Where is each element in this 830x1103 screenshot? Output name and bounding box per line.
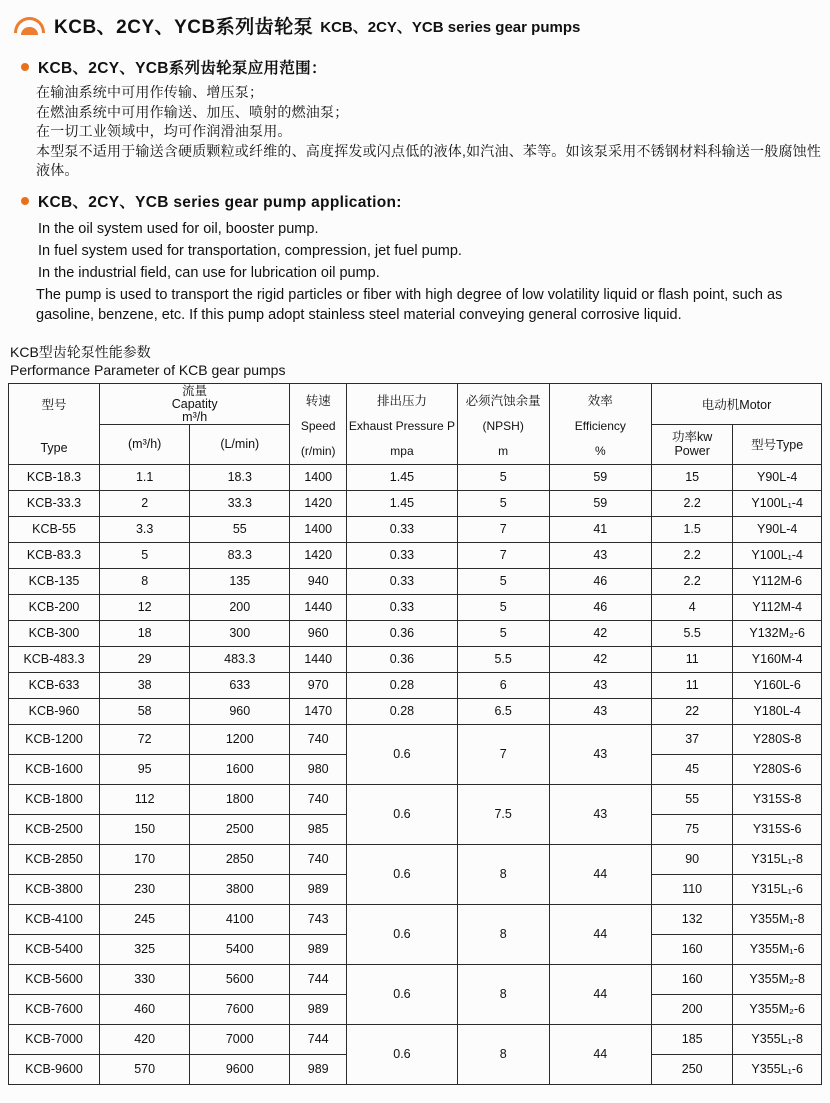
table-cell: 5 (457, 568, 549, 594)
table-cell: 989 (290, 874, 347, 904)
table-cell: Y355M₁-8 (733, 904, 822, 934)
col-header-speed-en: Speed (300, 419, 336, 433)
table-cell: 2.2 (652, 568, 733, 594)
table-cell: 5400 (190, 934, 290, 964)
table-cell: Y90L-4 (733, 516, 822, 542)
table-cell: 90 (652, 844, 733, 874)
table-cell: 170 (100, 844, 190, 874)
table-cell: 0.28 (347, 672, 458, 698)
table-cell: 0.6 (347, 724, 458, 784)
table-cell: 200 (190, 594, 290, 620)
table-cell: Y112M-6 (733, 568, 822, 594)
bullet-icon (21, 197, 29, 205)
table-title-zh: KCB型齿轮泵性能参数 (10, 343, 151, 360)
table-row (9, 620, 822, 646)
table-cell: 1400 (290, 516, 347, 542)
table-cell: 8 (100, 568, 190, 594)
table-cell: 0.6 (347, 784, 458, 844)
table-cell: KCB-9600 (9, 1054, 100, 1084)
col-header-efficiency-unit: % (594, 443, 606, 458)
table-cell: 42 (549, 620, 651, 646)
table-cell: 43 (549, 784, 651, 844)
table-cell: 160 (652, 934, 733, 964)
doc-title-row (8, 12, 822, 39)
table-cell: 110 (652, 874, 733, 904)
table-cell: 8 (457, 964, 549, 1024)
table-cell: 45 (652, 754, 733, 784)
table-cell: Y90L-4 (733, 464, 822, 490)
table-cell: Y280S-6 (733, 754, 822, 784)
table-row (9, 844, 822, 874)
table-cell: KCB-1600 (9, 754, 100, 784)
table-cell: 11 (652, 646, 733, 672)
col-header-npsh (457, 383, 549, 464)
table-cell: KCB-5400 (9, 934, 100, 964)
col-header-capacity-unit: m³/h (182, 409, 208, 424)
table-cell: Y355L₁-6 (733, 1054, 822, 1084)
table-row (9, 904, 822, 934)
table-cell: 483.3 (190, 646, 290, 672)
table-cell: 960 (290, 620, 347, 646)
col-header-motor-type: 型号Type (733, 424, 822, 464)
table-row (9, 516, 822, 542)
table-cell: 1400 (290, 464, 347, 490)
table-cell: 0.33 (347, 516, 458, 542)
table-cell: 989 (290, 994, 347, 1024)
table-cell: 989 (290, 1054, 347, 1084)
table-cell: 2850 (190, 844, 290, 874)
table-cell: 18.3 (190, 464, 290, 490)
table-cell: 37 (652, 724, 733, 754)
table-cell: KCB-55 (9, 516, 100, 542)
col-header-capacity (100, 383, 290, 424)
table-row (9, 672, 822, 698)
table-cell: 5 (457, 490, 549, 516)
section-zh-body (36, 83, 826, 181)
en-line: In the industrial field, can use for lubrication oil pump. (38, 264, 380, 281)
table-cell: 1.1 (100, 464, 190, 490)
doc-title-zh: KCB、2CY、YCB系列齿轮泵 (54, 17, 314, 38)
section-en-body (38, 218, 822, 326)
table-cell: 7 (457, 516, 549, 542)
col-header-pressure-en: Exhaust Pressure P (348, 419, 455, 433)
table-cell: Y315L₁-6 (733, 874, 822, 904)
table-cell: Y112M-4 (733, 594, 822, 620)
table-cell: Y315S-8 (733, 784, 822, 814)
table-cell: 7000 (190, 1024, 290, 1054)
table-cell: 940 (290, 568, 347, 594)
table-header-row-1 (9, 383, 822, 424)
table-cell: KCB-300 (9, 620, 100, 646)
table-cell: 1800 (190, 784, 290, 814)
table-cell: Y355M₂-8 (733, 964, 822, 994)
en-line: In the oil system used for oil, booster pump. (38, 220, 319, 237)
table-row (9, 964, 822, 994)
col-header-type-en: Type (40, 440, 68, 455)
table-row (9, 646, 822, 672)
table-cell: 132 (652, 904, 733, 934)
table-cell: 740 (290, 784, 347, 814)
zh-line: 在一切工业领域中，均可作润滑油泵用。 (36, 123, 292, 139)
table-cell: 4100 (190, 904, 290, 934)
table-cell: 1440 (290, 594, 347, 620)
col-header-pressure-unit: mpa (390, 443, 414, 458)
col-header-type-zh: 型号 (41, 397, 67, 412)
table-cell: KCB-4100 (9, 904, 100, 934)
table-cell: Y280S-8 (733, 724, 822, 754)
table-cell: 150 (100, 814, 190, 844)
table-cell: 7600 (190, 994, 290, 1024)
table-body (9, 464, 822, 1084)
table-cell: 0.33 (347, 542, 458, 568)
table-cell: 1.45 (347, 490, 458, 516)
en-line: In fuel system used for transportation, compression, jet fuel pump. (38, 242, 462, 259)
zh-line: 在输油系统中可用作传输、增压泵； (36, 84, 264, 100)
table-cell: Y315S-6 (733, 814, 822, 844)
table-cell: 1600 (190, 754, 290, 784)
section-zh-heading: KCB、2CY、YCB系列齿轮泵应用范围： (38, 60, 327, 77)
col-header-type (9, 383, 100, 464)
table-cell: KCB-960 (9, 698, 100, 724)
table-cell: Y160L-6 (733, 672, 822, 698)
table-cell: 970 (290, 672, 347, 698)
table-cell: Y355M₁-6 (733, 934, 822, 964)
table-cell: 58 (100, 698, 190, 724)
table-cell: 960 (190, 698, 290, 724)
table-cell: 4 (652, 594, 733, 620)
table-cell: 740 (290, 844, 347, 874)
table-cell: 15 (652, 464, 733, 490)
table-cell: Y132M₂-6 (733, 620, 822, 646)
col-header-npsh-zh: 必须汽蚀余量 (465, 393, 541, 408)
table-cell: 744 (290, 1024, 347, 1054)
table-cell: 7 (457, 724, 549, 784)
table-cell: Y355M₂-6 (733, 994, 822, 1024)
table-cell: KCB-1200 (9, 724, 100, 754)
col-header-power (652, 424, 733, 464)
table-row (9, 542, 822, 568)
table-title-en: Performance Parameter of KCB gear pumps (10, 361, 286, 378)
table-cell: 185 (652, 1024, 733, 1054)
col-header-capacity-zh: 流量 (182, 383, 208, 398)
table-cell: 44 (549, 904, 651, 964)
col-header-pressure-zh: 排出压力 (376, 393, 427, 408)
table-cell: 2.2 (652, 490, 733, 516)
table-cell: 1.45 (347, 464, 458, 490)
table-cell: 1470 (290, 698, 347, 724)
table-cell: 980 (290, 754, 347, 784)
table-cell: 42 (549, 646, 651, 672)
col-header-efficiency-en: Efficiency (574, 419, 626, 433)
bullet-icon (21, 63, 29, 71)
table-cell: 43 (549, 698, 651, 724)
col-header-npsh-unit: m (498, 443, 509, 458)
table-cell: KCB-200 (9, 594, 100, 620)
table-cell: Y160M-4 (733, 646, 822, 672)
brand-arc-icon (14, 17, 45, 35)
table-cell: 1440 (290, 646, 347, 672)
table-cell: 59 (549, 490, 651, 516)
table-cell: 72 (100, 724, 190, 754)
zh-line: 在燃油系统中可用作输送、加压、喷射的燃油泵； (36, 103, 349, 120)
table-cell: KCB-7000 (9, 1024, 100, 1054)
table-cell: 59 (549, 464, 651, 490)
table-cell: 230 (100, 874, 190, 904)
table-cell: 0.28 (347, 698, 458, 724)
table-cell: 250 (652, 1054, 733, 1084)
table-cell: 5 (457, 620, 549, 646)
table-cell: 0.33 (347, 568, 458, 594)
table-cell: KCB-2500 (9, 814, 100, 844)
section-en-heading: KCB、2CY、YCB series gear pump application: (38, 193, 402, 211)
table-cell: 0.36 (347, 620, 458, 646)
en-paragraph: The pump is used to transport the rigid particles or fiber with high degree of low volatility liquid or flash point, such as gasoline, benzene, etc. If this pump adopt stainless steel material conveying general corrosive liquid. (36, 286, 783, 323)
table-cell: 55 (652, 784, 733, 814)
table-cell: 300 (190, 620, 290, 646)
table-cell: Y355L₁-8 (733, 1024, 822, 1054)
section-zh-heading-row (8, 56, 822, 78)
col-header-npsh-en: (NPSH) (482, 419, 524, 433)
table-cell: 7.5 (457, 784, 549, 844)
table-cell: 18 (100, 620, 190, 646)
table-cell: 2.2 (652, 542, 733, 568)
zh-line: 本型泵不适用于输送含硬质颗粒或纤维的、高度挥发或闪点低的液体,如汽油、苯等。如该泵采用不锈钢材料科输送一般腐蚀性液体。 (36, 142, 822, 178)
table-cell: Y180L-4 (733, 698, 822, 724)
col-header-efficiency-zh: 效率 (587, 393, 613, 408)
table-cell: 46 (549, 594, 651, 620)
table-cell: 325 (100, 934, 190, 964)
table-cell: 0.33 (347, 594, 458, 620)
col-header-capacity-en: Capatity (171, 396, 218, 411)
table-row (9, 594, 822, 620)
table-cell: 95 (100, 754, 190, 784)
table-cell: 989 (290, 934, 347, 964)
table-cell: 1420 (290, 490, 347, 516)
section-en-heading-row (8, 190, 822, 212)
table-cell: 245 (100, 904, 190, 934)
table-cell: 0.6 (347, 904, 458, 964)
table-cell: 8 (457, 904, 549, 964)
table-cell: 743 (290, 904, 347, 934)
col-header-pressure (347, 383, 458, 464)
table-cell: KCB-83.3 (9, 542, 100, 568)
table-cell: 0.6 (347, 1024, 458, 1084)
table-cell: 5 (457, 464, 549, 490)
table-cell: KCB-633 (9, 672, 100, 698)
col-header-motor: 电动机Motor (652, 383, 822, 424)
table-cell: 1200 (190, 724, 290, 754)
table-cell: KCB-483.3 (9, 646, 100, 672)
table-cell: Y315L₁-8 (733, 844, 822, 874)
table-cell: 44 (549, 844, 651, 904)
table-cell: 75 (652, 814, 733, 844)
table-cell: 200 (652, 994, 733, 1024)
table-cell: 160 (652, 964, 733, 994)
table-cell: KCB-2850 (9, 844, 100, 874)
table-cell: 5600 (190, 964, 290, 994)
table-row (9, 724, 822, 754)
table-cell: 44 (549, 1024, 651, 1084)
table-cell: KCB-135 (9, 568, 100, 594)
table-cell: 330 (100, 964, 190, 994)
table-cell: 1420 (290, 542, 347, 568)
table-cell: 44 (549, 964, 651, 1024)
table-cell: 83.3 (190, 542, 290, 568)
table-cell: 43 (549, 542, 651, 568)
table-cell: 570 (100, 1054, 190, 1084)
table-cell: 985 (290, 814, 347, 844)
col-header-speed-zh: 转速 (305, 393, 331, 408)
doc-title-en: KCB、2CY、YCB series gear pumps (320, 19, 581, 36)
table-cell: 112 (100, 784, 190, 814)
table-row (9, 464, 822, 490)
table-cell: KCB-7600 (9, 994, 100, 1024)
table-row (9, 490, 822, 516)
table-cell: 38 (100, 672, 190, 698)
table-cell: 135 (190, 568, 290, 594)
table-cell: 460 (100, 994, 190, 1024)
table-cell: Y100L₁-4 (733, 490, 822, 516)
table-cell: 633 (190, 672, 290, 698)
col-header-capacity-m3h: (m³/h) (100, 424, 190, 464)
performance-table (8, 383, 822, 1085)
col-header-speed (290, 383, 347, 464)
table-cell: 6 (457, 672, 549, 698)
table-cell: 41 (549, 516, 651, 542)
table-cell: 0.36 (347, 646, 458, 672)
table-cell: 5.5 (652, 620, 733, 646)
table-cell: 7 (457, 542, 549, 568)
table-cell: 0.6 (347, 964, 458, 1024)
table-cell: 8 (457, 844, 549, 904)
table-cell: 43 (549, 672, 651, 698)
table-cell: KCB-1800 (9, 784, 100, 814)
col-header-speed-unit: (r/min) (300, 443, 336, 458)
table-cell: KCB-5600 (9, 964, 100, 994)
col-header-power-zh: 功率kw (672, 429, 713, 444)
table-cell: 33.3 (190, 490, 290, 516)
table-cell: KCB-33.3 (9, 490, 100, 516)
table-cell: 55 (190, 516, 290, 542)
col-header-capacity-lmin: (L/min) (190, 424, 290, 464)
table-cell: 744 (290, 964, 347, 994)
table-cell: 6.5 (457, 698, 549, 724)
table-cell: 5.5 (457, 646, 549, 672)
table-cell: 3800 (190, 874, 290, 904)
table-cell: 22 (652, 698, 733, 724)
table-cell: 1.5 (652, 516, 733, 542)
table-cell: 420 (100, 1024, 190, 1054)
col-header-efficiency (549, 383, 651, 464)
table-cell: 11 (652, 672, 733, 698)
table-cell: KCB-18.3 (9, 464, 100, 490)
table-cell: 8 (457, 1024, 549, 1084)
table-row (9, 1024, 822, 1054)
table-cell: Y100L₁-4 (733, 542, 822, 568)
table-cell: 2500 (190, 814, 290, 844)
table-row (9, 568, 822, 594)
table-cell: 43 (549, 724, 651, 784)
table-cell: 740 (290, 724, 347, 754)
table-cell: 12 (100, 594, 190, 620)
table-cell: 3.3 (100, 516, 190, 542)
table-cell: 5 (100, 542, 190, 568)
col-header-power-en: Power (674, 444, 710, 458)
table-cell: 29 (100, 646, 190, 672)
table-cell: 2 (100, 490, 190, 516)
table-cell: KCB-3800 (9, 874, 100, 904)
table-row (9, 784, 822, 814)
table-cell: 46 (549, 568, 651, 594)
table-cell: 5 (457, 594, 549, 620)
table-row (9, 698, 822, 724)
table-cell: 9600 (190, 1054, 290, 1084)
table-cell: 0.6 (347, 844, 458, 904)
